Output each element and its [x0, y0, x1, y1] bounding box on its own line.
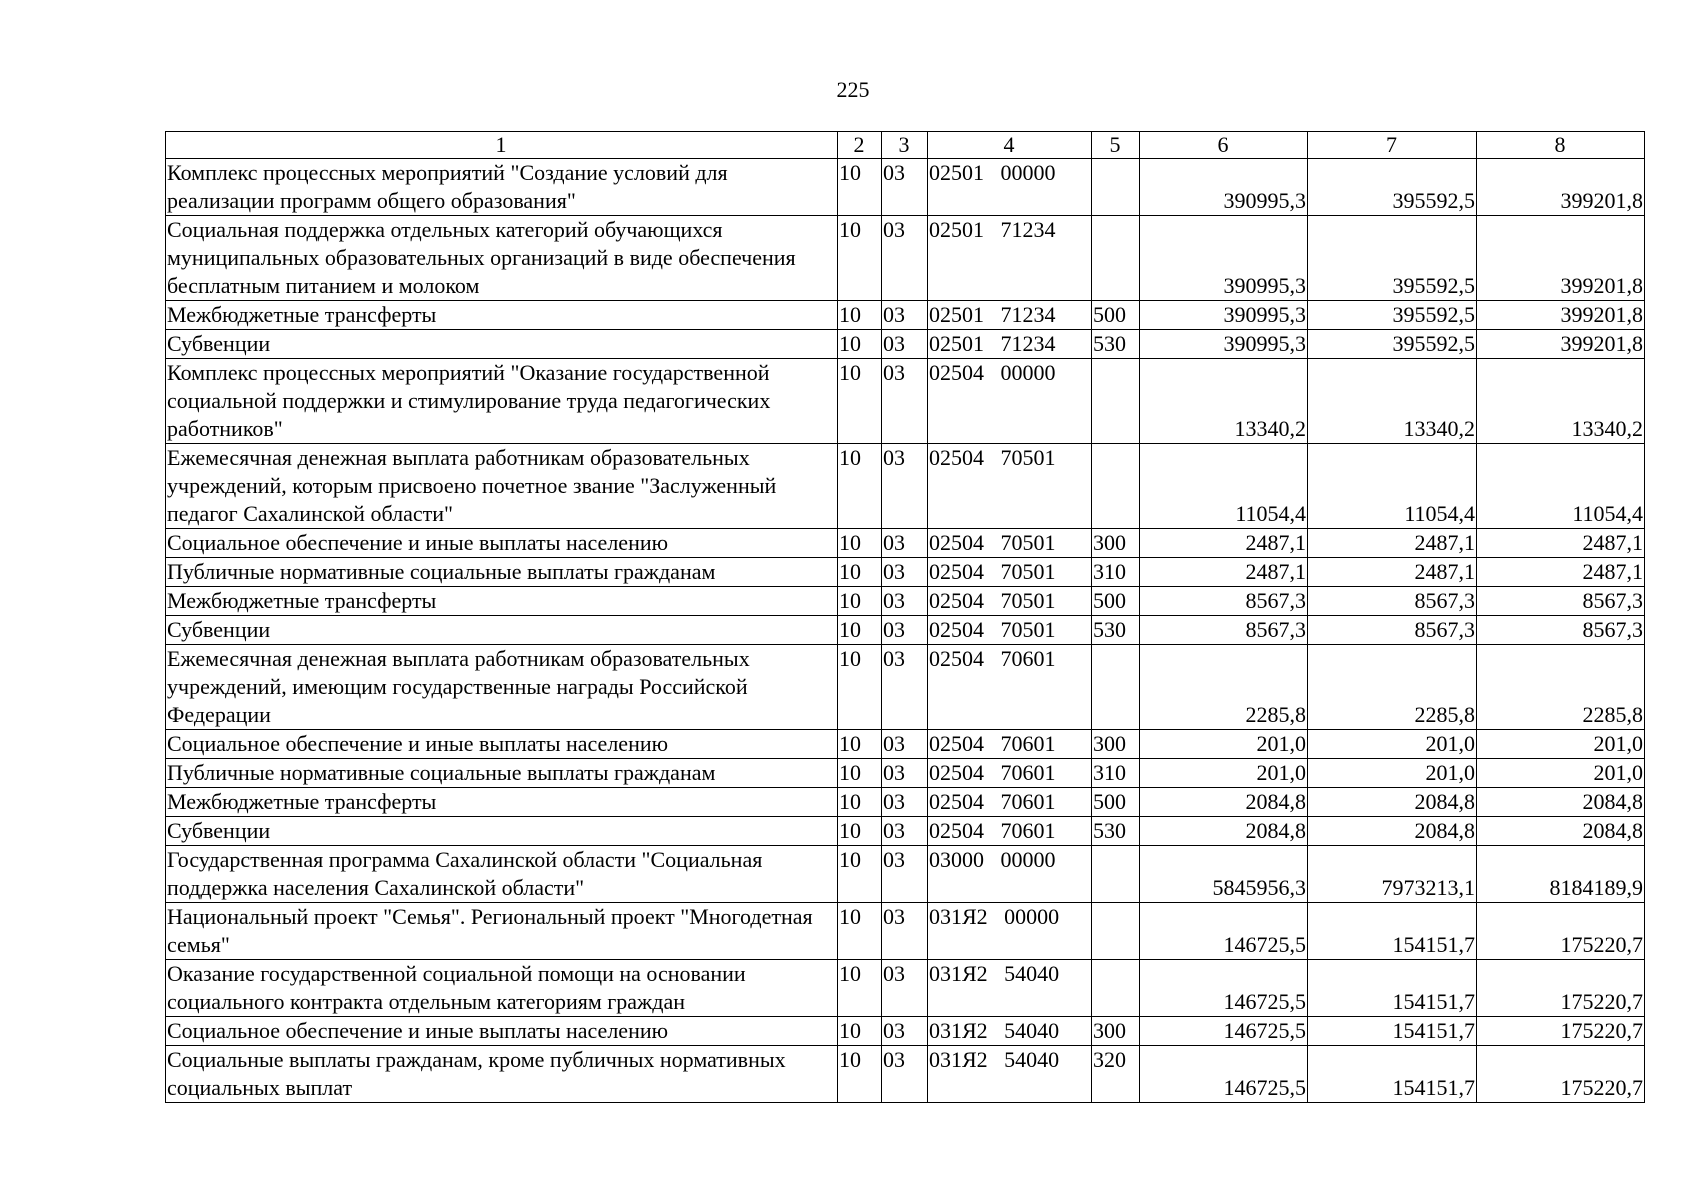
amount-year2-cell: 154151,7 — [1308, 1046, 1477, 1103]
table-row — [166, 558, 1645, 587]
expense-type-cell: 530 — [1092, 330, 1140, 359]
amount-year2-cell: 395592,5 — [1308, 330, 1477, 359]
amount-year2-cell: 2084,8 — [1308, 788, 1477, 817]
budget-table — [165, 131, 1645, 1103]
section-code-cell: 10 — [838, 587, 882, 616]
subsection-code-cell: 03 — [882, 788, 928, 817]
amount-year3-cell: 8567,3 — [1477, 616, 1645, 645]
column-header: 3 — [882, 132, 928, 159]
table-row — [166, 216, 1645, 301]
section-code-cell: 10 — [838, 903, 882, 960]
target-article-cell: 02504 70601 — [928, 788, 1092, 817]
amount-year3-cell: 399201,8 — [1477, 301, 1645, 330]
target-article-cell: 031Я2 54040 — [928, 960, 1092, 1017]
subsection-code-cell: 03 — [882, 1017, 928, 1046]
target-article-cell: 02504 70501 — [928, 444, 1092, 529]
section-code-cell: 10 — [838, 301, 882, 330]
target-article-cell: 02504 70601 — [928, 730, 1092, 759]
section-code-cell: 10 — [838, 788, 882, 817]
section-code-cell: 10 — [838, 330, 882, 359]
amount-year3-cell: 399201,8 — [1477, 159, 1645, 216]
subsection-code-cell: 03 — [882, 558, 928, 587]
amount-year1-cell: 8567,3 — [1140, 616, 1308, 645]
amount-year2-cell: 2285,8 — [1308, 645, 1477, 730]
target-article-cell: 02501 00000 — [928, 159, 1092, 216]
row-name-cell: Публичные нормативные социальные выплаты гражданам — [166, 558, 838, 587]
amount-year3-cell: 8184189,9 — [1477, 846, 1645, 903]
row-name-cell: Межбюджетные трансферты — [166, 587, 838, 616]
expense-type-cell — [1092, 903, 1140, 960]
table-row — [166, 587, 1645, 616]
amount-year2-cell: 201,0 — [1308, 730, 1477, 759]
target-article-cell: 02504 70601 — [928, 645, 1092, 730]
subsection-code-cell: 03 — [882, 817, 928, 846]
target-article-cell: 02504 70501 — [928, 558, 1092, 587]
section-code-cell: 10 — [838, 817, 882, 846]
column-header: 4 — [928, 132, 1092, 159]
expense-type-cell: 500 — [1092, 587, 1140, 616]
amount-year3-cell: 2084,8 — [1477, 817, 1645, 846]
table-row — [166, 846, 1645, 903]
subsection-code-cell: 03 — [882, 1046, 928, 1103]
table-row — [166, 788, 1645, 817]
target-article-cell: 02504 00000 — [928, 359, 1092, 444]
section-code-cell: 10 — [838, 846, 882, 903]
amount-year2-cell: 395592,5 — [1308, 301, 1477, 330]
section-code-cell: 10 — [838, 216, 882, 301]
expense-type-cell — [1092, 159, 1140, 216]
amount-year1-cell: 390995,3 — [1140, 216, 1308, 301]
amount-year3-cell: 2487,1 — [1477, 529, 1645, 558]
target-article-cell: 02504 70501 — [928, 587, 1092, 616]
amount-year3-cell: 175220,7 — [1477, 1017, 1645, 1046]
table-row — [166, 529, 1645, 558]
target-article-cell: 031Я2 54040 — [928, 1046, 1092, 1103]
expense-type-cell: 300 — [1092, 1017, 1140, 1046]
amount-year2-cell: 154151,7 — [1308, 1017, 1477, 1046]
row-name-cell: Комплекс процессных мероприятий "Оказание государственной социальной поддержки и стимулирование труда педагогических работников" — [166, 359, 838, 444]
subsection-code-cell: 03 — [882, 359, 928, 444]
column-header: 8 — [1477, 132, 1645, 159]
amount-year2-cell: 2084,8 — [1308, 817, 1477, 846]
row-name-cell: Субвенции — [166, 330, 838, 359]
section-code-cell: 10 — [838, 159, 882, 216]
amount-year1-cell: 2084,8 — [1140, 817, 1308, 846]
expense-type-cell: 320 — [1092, 1046, 1140, 1103]
row-name-cell: Ежемесячная денежная выплата работникам образовательных учреждений, которым присвоено почетное звание "Заслуженный педагог Сахалинской области" — [166, 444, 838, 529]
target-article-cell: 03000 00000 — [928, 846, 1092, 903]
row-name-cell: Субвенции — [166, 616, 838, 645]
amount-year2-cell: 2487,1 — [1308, 529, 1477, 558]
amount-year3-cell: 2285,8 — [1477, 645, 1645, 730]
amount-year1-cell: 2084,8 — [1140, 788, 1308, 817]
amount-year3-cell: 13340,2 — [1477, 359, 1645, 444]
section-code-cell: 10 — [838, 1046, 882, 1103]
amount-year1-cell: 146725,5 — [1140, 960, 1308, 1017]
amount-year1-cell: 8567,3 — [1140, 587, 1308, 616]
expense-type-cell: 300 — [1092, 529, 1140, 558]
target-article-cell: 02501 71234 — [928, 301, 1092, 330]
subsection-code-cell: 03 — [882, 903, 928, 960]
amount-year3-cell: 175220,7 — [1477, 903, 1645, 960]
amount-year3-cell: 399201,8 — [1477, 330, 1645, 359]
amount-year3-cell: 201,0 — [1477, 759, 1645, 788]
section-code-cell: 10 — [838, 759, 882, 788]
row-name-cell: Комплекс процессных мероприятий "Создание условий для реализации программ общего образования" — [166, 159, 838, 216]
column-header: 6 — [1140, 132, 1308, 159]
section-code-cell: 10 — [838, 359, 882, 444]
table-row — [166, 903, 1645, 960]
row-name-cell: Социальное обеспечение и иные выплаты населению — [166, 730, 838, 759]
amount-year3-cell: 8567,3 — [1477, 587, 1645, 616]
amount-year1-cell: 146725,5 — [1140, 903, 1308, 960]
subsection-code-cell: 03 — [882, 960, 928, 1017]
subsection-code-cell: 03 — [882, 159, 928, 216]
subsection-code-cell: 03 — [882, 216, 928, 301]
row-name-cell: Социальная поддержка отдельных категорий обучающихся муниципальных образовательных организаций в виде обеспечения бесплатным питанием и молоком — [166, 216, 838, 301]
section-code-cell: 10 — [838, 558, 882, 587]
column-header: 5 — [1092, 132, 1140, 159]
section-code-cell: 10 — [838, 730, 882, 759]
amount-year1-cell: 13340,2 — [1140, 359, 1308, 444]
subsection-code-cell: 03 — [882, 330, 928, 359]
subsection-code-cell: 03 — [882, 616, 928, 645]
section-code-cell: 10 — [838, 616, 882, 645]
expense-type-cell: 310 — [1092, 759, 1140, 788]
expense-type-cell: 530 — [1092, 616, 1140, 645]
row-name-cell: Публичные нормативные социальные выплаты гражданам — [166, 759, 838, 788]
amount-year1-cell: 146725,5 — [1140, 1017, 1308, 1046]
table-row — [166, 1046, 1645, 1103]
target-article-cell: 02504 70501 — [928, 529, 1092, 558]
subsection-code-cell: 03 — [882, 444, 928, 529]
amount-year2-cell: 154151,7 — [1308, 960, 1477, 1017]
amount-year3-cell: 175220,7 — [1477, 960, 1645, 1017]
amount-year1-cell: 390995,3 — [1140, 159, 1308, 216]
amount-year3-cell: 175220,7 — [1477, 1046, 1645, 1103]
amount-year3-cell: 2084,8 — [1477, 788, 1645, 817]
expense-type-cell: 530 — [1092, 817, 1140, 846]
section-code-cell: 10 — [838, 1017, 882, 1046]
table-row — [166, 359, 1645, 444]
amount-year2-cell: 11054,4 — [1308, 444, 1477, 529]
target-article-cell: 031Я2 54040 — [928, 1017, 1092, 1046]
amount-year2-cell: 395592,5 — [1308, 216, 1477, 301]
amount-year3-cell: 2487,1 — [1477, 558, 1645, 587]
section-code-cell: 10 — [838, 529, 882, 558]
subsection-code-cell: 03 — [882, 759, 928, 788]
page-number: 225 — [836, 77, 870, 102]
amount-year3-cell: 201,0 — [1477, 730, 1645, 759]
amount-year2-cell: 8567,3 — [1308, 587, 1477, 616]
target-article-cell: 02504 70601 — [928, 759, 1092, 788]
table-row — [166, 330, 1645, 359]
target-article-cell: 02501 71234 — [928, 330, 1092, 359]
table-row — [166, 759, 1645, 788]
row-name-cell: Социальное обеспечение и иные выплаты населению — [166, 1017, 838, 1046]
amount-year1-cell: 390995,3 — [1140, 301, 1308, 330]
amount-year1-cell: 390995,3 — [1140, 330, 1308, 359]
expense-type-cell — [1092, 645, 1140, 730]
amount-year2-cell: 2487,1 — [1308, 558, 1477, 587]
table-row — [166, 645, 1645, 730]
row-name-cell: Межбюджетные трансферты — [166, 788, 838, 817]
section-code-cell: 10 — [838, 444, 882, 529]
subsection-code-cell: 03 — [882, 730, 928, 759]
amount-year1-cell: 2487,1 — [1140, 529, 1308, 558]
table-row — [166, 444, 1645, 529]
amount-year2-cell: 201,0 — [1308, 759, 1477, 788]
expense-type-cell: 500 — [1092, 788, 1140, 817]
amount-year2-cell: 395592,5 — [1308, 159, 1477, 216]
expense-type-cell: 500 — [1092, 301, 1140, 330]
section-code-cell: 10 — [838, 645, 882, 730]
row-name-cell: Оказание государственной социальной помощи на основании социального контракта отдельным категориям граждан — [166, 960, 838, 1017]
row-name-cell: Национальный проект "Семья". Региональный проект "Многодетная семья" — [166, 903, 838, 960]
amount-year1-cell: 2487,1 — [1140, 558, 1308, 587]
row-name-cell: Ежемесячная денежная выплата работникам образовательных учреждений, имеющим государственные награды Российской Федерации — [166, 645, 838, 730]
subsection-code-cell: 03 — [882, 301, 928, 330]
amount-year2-cell: 7973213,1 — [1308, 846, 1477, 903]
amount-year1-cell: 5845956,3 — [1140, 846, 1308, 903]
expense-type-cell — [1092, 216, 1140, 301]
table-row — [166, 730, 1645, 759]
table-row — [166, 1017, 1645, 1046]
amount-year1-cell: 11054,4 — [1140, 444, 1308, 529]
amount-year3-cell: 11054,4 — [1477, 444, 1645, 529]
target-article-cell: 02504 70501 — [928, 616, 1092, 645]
amount-year2-cell: 8567,3 — [1308, 616, 1477, 645]
column-header: 2 — [838, 132, 882, 159]
table-row — [166, 159, 1645, 216]
table-row — [166, 616, 1645, 645]
amount-year1-cell: 2285,8 — [1140, 645, 1308, 730]
subsection-code-cell: 03 — [882, 587, 928, 616]
expense-type-cell — [1092, 444, 1140, 529]
table-body — [166, 159, 1645, 1103]
amount-year1-cell: 201,0 — [1140, 759, 1308, 788]
amount-year1-cell: 146725,5 — [1140, 1046, 1308, 1103]
amount-year1-cell: 201,0 — [1140, 730, 1308, 759]
subsection-code-cell: 03 — [882, 529, 928, 558]
target-article-cell: 031Я2 00000 — [928, 903, 1092, 960]
column-number-row — [166, 132, 1645, 159]
row-name-cell: Государственная программа Сахалинской области "Социальная поддержка населения Сахалинской области" — [166, 846, 838, 903]
row-name-cell: Межбюджетные трансферты — [166, 301, 838, 330]
expense-type-cell: 310 — [1092, 558, 1140, 587]
expense-type-cell: 300 — [1092, 730, 1140, 759]
table-row — [166, 817, 1645, 846]
expense-type-cell — [1092, 359, 1140, 444]
expense-type-cell — [1092, 846, 1140, 903]
table-row — [166, 301, 1645, 330]
amount-year2-cell: 13340,2 — [1308, 359, 1477, 444]
amount-year3-cell: 399201,8 — [1477, 216, 1645, 301]
row-name-cell: Социальные выплаты гражданам, кроме публичных нормативных социальных выплат — [166, 1046, 838, 1103]
table-row — [166, 960, 1645, 1017]
column-header: 7 — [1308, 132, 1477, 159]
subsection-code-cell: 03 — [882, 846, 928, 903]
target-article-cell: 02501 71234 — [928, 216, 1092, 301]
subsection-code-cell: 03 — [882, 645, 928, 730]
expense-type-cell — [1092, 960, 1140, 1017]
column-header: 1 — [166, 132, 838, 159]
amount-year2-cell: 154151,7 — [1308, 903, 1477, 960]
row-name-cell: Социальное обеспечение и иные выплаты населению — [166, 529, 838, 558]
section-code-cell: 10 — [838, 960, 882, 1017]
row-name-cell: Субвенции — [166, 817, 838, 846]
target-article-cell: 02504 70601 — [928, 817, 1092, 846]
